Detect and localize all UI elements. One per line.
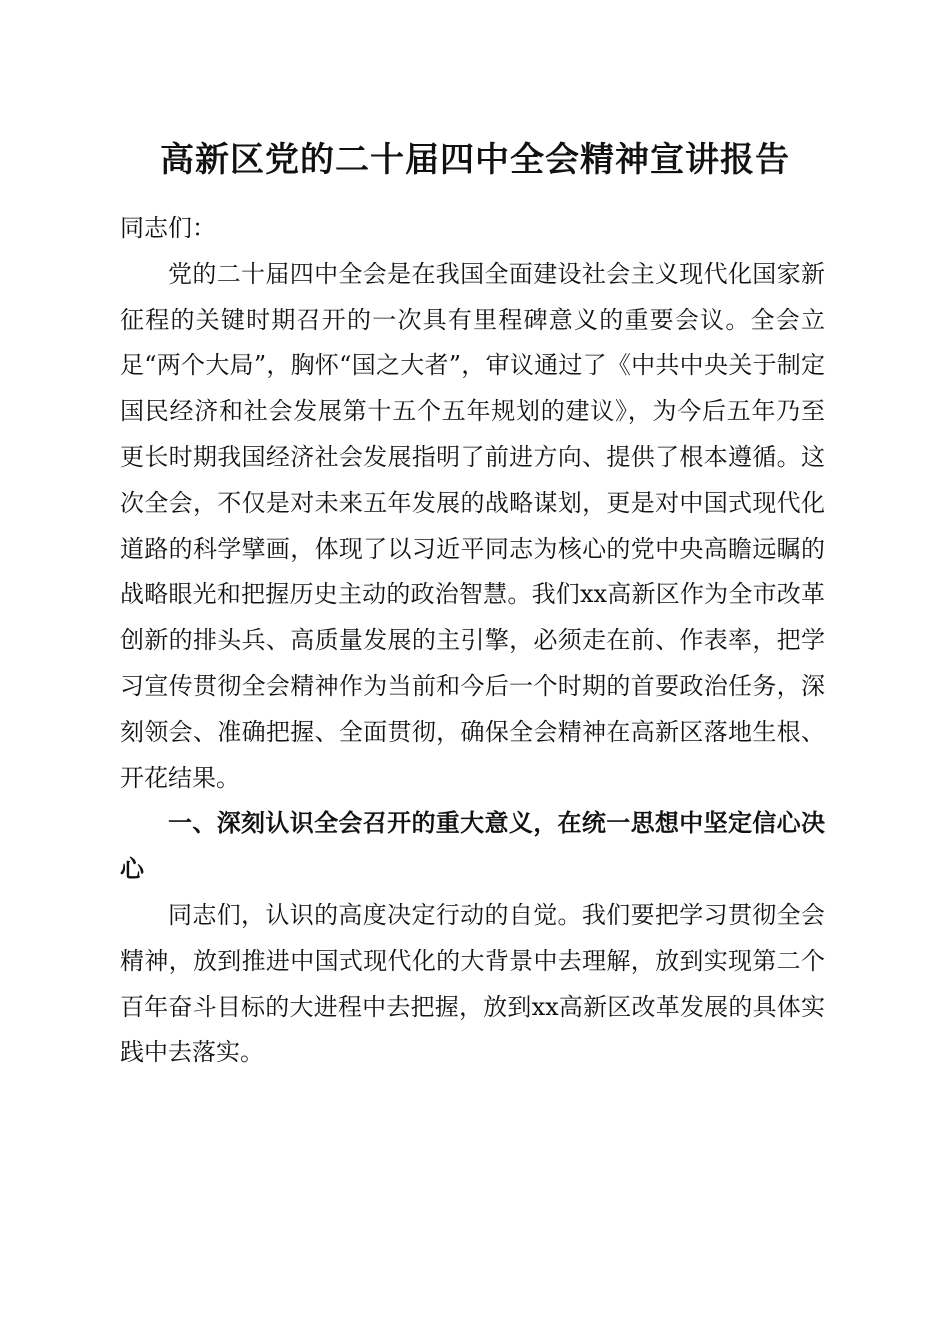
document-body bbox=[120, 206, 825, 1076]
document-title: 高新区党的二十届四中全会精神宣讲报告 bbox=[160, 140, 790, 180]
intro-paragraph: 党的二十届四中全会是在我国全面建设社会主义现代化国家新征程的关键时期召开的一次具有里程碑意义的重要会议。全会立足“两个大局”，胸怀“国之大者”，审议通过了《中共中央关于制定国民经济和社会发展第十五个五年规划的建议》，为今后五年乃至更长时期我国经济社会发展指明了前进方向、提供了根本遵循。这次全会，不仅是对未来五年发展的战略谋划，更是对中国式现代化道路的科学擘画，体现了以习近平同志为核心的党中央高瞻远瞩的战略眼光和把握历史主动的政治智慧。我们xx高新区作为全市改革创新的排头兵、高质量发展的主引擎，必须走在前、作表率，把学习宣传贯彻全会精神作为当前和今后一个时期的首要政治任务，深刻领会、准确把握、全面贯彻，确保全会精神在高新区落地生根、开花结果。 bbox=[120, 259, 825, 792]
salutation: 同志们： bbox=[120, 214, 216, 242]
section-heading: 一、深刻认识全会召开的重大意义，在统一思想中坚定信心决心 bbox=[120, 809, 825, 884]
section-paragraph: 同志们，认识的高度决定行动的自觉。我们要把学习贯彻全会精神，放到推进中国式现代化的大背景中去理解，放到实现第二个百年奋斗目标的大进程中去把握，放到xx高新区改革发展的具体实践中去落实。 bbox=[120, 900, 825, 1067]
